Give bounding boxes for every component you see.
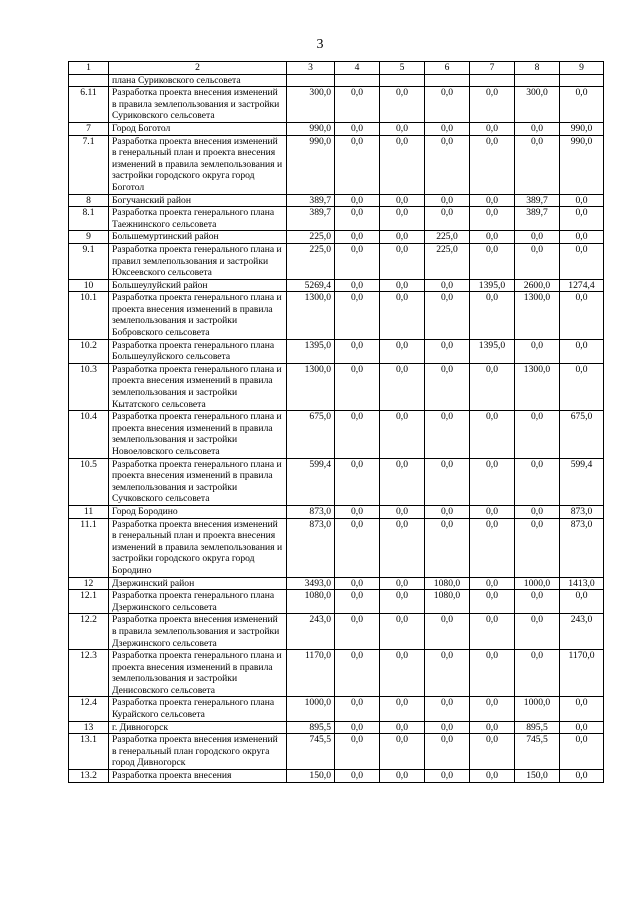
value-cell-col-6: 0,0: [425, 135, 470, 194]
row-number: 13.1: [69, 734, 109, 770]
value-cell-col-5: [380, 74, 425, 87]
value-cell-col-9: 0,0: [560, 770, 604, 783]
value-cell-col-5: 0,0: [380, 518, 425, 577]
value-cell-col-8: 0,0: [515, 231, 560, 244]
value-cell-col-6: 0,0: [425, 292, 470, 339]
value-cell-col-5: 0,0: [380, 721, 425, 734]
row-name: Разработка проекта внесения изменений в генеральный план городского округа город Дивногорск: [109, 734, 287, 770]
row-number: 13: [69, 721, 109, 734]
value-cell-col-8: 389,7: [515, 207, 560, 231]
value-cell-col-3: 1000,0: [287, 697, 335, 721]
value-cell-col-6: 0,0: [425, 697, 470, 721]
value-cell-col-3: 225,0: [287, 243, 335, 279]
row-number: 10.1: [69, 292, 109, 339]
value-cell-col-4: 0,0: [335, 577, 380, 590]
value-cell-col-3: 895,5: [287, 721, 335, 734]
value-cell-col-4: 0,0: [335, 243, 380, 279]
value-cell-col-8: 895,5: [515, 721, 560, 734]
value-cell-col-5: 0,0: [380, 734, 425, 770]
value-cell-col-3: 243,0: [287, 614, 335, 650]
value-cell-col-8: 1300,0: [515, 292, 560, 339]
value-cell-col-7: 0,0: [470, 363, 515, 410]
row-name: г. Дивногорск: [109, 721, 287, 734]
value-cell-col-6: 225,0: [425, 231, 470, 244]
value-cell-col-5: 0,0: [380, 770, 425, 783]
value-cell-col-5: 0,0: [380, 577, 425, 590]
budget-table: [68, 61, 604, 783]
value-cell-col-6: 0,0: [425, 770, 470, 783]
value-cell-col-3: 389,7: [287, 207, 335, 231]
value-cell-col-3: [287, 74, 335, 87]
column-header-6: 6: [425, 62, 470, 75]
row-name: Разработка проекта внесения изменений в генеральный план и проекта внесения изменений в правила землепользования и застройки городского округа город Бородино: [109, 518, 287, 577]
value-cell-col-7: 0,0: [470, 518, 515, 577]
value-cell-col-6: 0,0: [425, 734, 470, 770]
row-name: Разработка проекта внесения изменений в генеральный план и проекта внесения изменений в правила землепользования и застройки городского округа город Боготол: [109, 135, 287, 194]
column-header-7: 7: [470, 62, 515, 75]
value-cell-col-8: 1000,0: [515, 577, 560, 590]
row-name: Разработка проекта генерального плана и проекта внесения изменений в правила землепользования и застройки Бобровского сельсовета: [109, 292, 287, 339]
row-name: Большемуртинский район: [109, 231, 287, 244]
row-name: Разработка проекта внесения изменений в правила землепользования и застройки Дзержинского сельсовета: [109, 614, 287, 650]
value-cell-col-3: 599,4: [287, 458, 335, 505]
row-name: Большеулуйский район: [109, 279, 287, 292]
value-cell-col-7: 0,0: [470, 697, 515, 721]
value-cell-col-7: 0,0: [470, 590, 515, 614]
value-cell-col-7: 0,0: [470, 650, 515, 697]
value-cell-col-5: 0,0: [380, 122, 425, 135]
row-number: 10.3: [69, 363, 109, 410]
value-cell-col-7: 0,0: [470, 505, 515, 518]
value-cell-col-9: 0,0: [560, 231, 604, 244]
value-cell-col-7: [470, 74, 515, 87]
value-cell-col-3: 1300,0: [287, 292, 335, 339]
table-row: [69, 339, 604, 363]
value-cell-col-9: 0,0: [560, 207, 604, 231]
row-number: 10.2: [69, 339, 109, 363]
value-cell-col-8: 150,0: [515, 770, 560, 783]
value-cell-col-8: 389,7: [515, 194, 560, 207]
value-cell-col-7: 0,0: [470, 87, 515, 123]
value-cell-col-6: 0,0: [425, 87, 470, 123]
value-cell-col-9: 990,0: [560, 135, 604, 194]
table-row: [69, 650, 604, 697]
value-cell-col-5: 0,0: [380, 614, 425, 650]
table-row: [69, 590, 604, 614]
value-cell-col-8: 2600,0: [515, 279, 560, 292]
value-cell-col-8: [515, 74, 560, 87]
row-number: 8: [69, 194, 109, 207]
row-number: 7: [69, 122, 109, 135]
column-header-9: 9: [560, 62, 604, 75]
value-cell-col-4: 0,0: [335, 518, 380, 577]
row-number: 8.1: [69, 207, 109, 231]
row-number: 10: [69, 279, 109, 292]
value-cell-col-7: 0,0: [470, 135, 515, 194]
value-cell-col-5: 0,0: [380, 135, 425, 194]
value-cell-col-8: 745,5: [515, 734, 560, 770]
value-cell-col-9: 0,0: [560, 243, 604, 279]
value-cell-col-8: 0,0: [515, 590, 560, 614]
value-cell-col-9: 0,0: [560, 697, 604, 721]
value-cell-col-3: 389,7: [287, 194, 335, 207]
row-number: 11: [69, 505, 109, 518]
table-row: [69, 194, 604, 207]
value-cell-col-6: 0,0: [425, 518, 470, 577]
table-row: [69, 292, 604, 339]
value-cell-col-7: 0,0: [470, 207, 515, 231]
value-cell-col-5: 0,0: [380, 292, 425, 339]
value-cell-col-8: 0,0: [515, 505, 560, 518]
value-cell-col-3: 1170,0: [287, 650, 335, 697]
value-cell-col-5: 0,0: [380, 87, 425, 123]
value-cell-col-8: 0,0: [515, 411, 560, 458]
value-cell-col-9: 0,0: [560, 292, 604, 339]
value-cell-col-3: 300,0: [287, 87, 335, 123]
value-cell-col-4: 0,0: [335, 207, 380, 231]
value-cell-col-9: 990,0: [560, 122, 604, 135]
value-cell-col-7: 0,0: [470, 231, 515, 244]
column-header-4: 4: [335, 62, 380, 75]
value-cell-col-6: 0,0: [425, 122, 470, 135]
value-cell-col-9: 1274,4: [560, 279, 604, 292]
value-cell-col-4: 0,0: [335, 339, 380, 363]
value-cell-col-3: 5269,4: [287, 279, 335, 292]
row-number: 12.2: [69, 614, 109, 650]
value-cell-col-6: [425, 74, 470, 87]
value-cell-col-7: 0,0: [470, 122, 515, 135]
table-row: [69, 614, 604, 650]
row-name: Разработка проекта генерального плана Большеулуйского сельсовета: [109, 339, 287, 363]
value-cell-col-4: 0,0: [335, 87, 380, 123]
row-name: Город Боготол: [109, 122, 287, 135]
value-cell-col-5: 0,0: [380, 363, 425, 410]
table-body: [69, 74, 604, 782]
value-cell-col-8: 0,0: [515, 458, 560, 505]
page-number: 3: [316, 37, 324, 52]
table-row: [69, 231, 604, 244]
row-name: Разработка проекта генерального плана Курайского сельсовета: [109, 697, 287, 721]
value-cell-col-6: 0,0: [425, 505, 470, 518]
row-name: Разработка проекта генерального плана и проекта внесения изменений в правила землепользования и застройки Кытатского сельсовета: [109, 363, 287, 410]
value-cell-col-7: 0,0: [470, 292, 515, 339]
value-cell-col-7: 0,0: [470, 243, 515, 279]
row-number: [69, 74, 109, 87]
column-header-2: 2: [109, 62, 287, 75]
value-cell-col-7: 0,0: [470, 458, 515, 505]
row-number: 12.1: [69, 590, 109, 614]
value-cell-col-8: 1000,0: [515, 697, 560, 721]
value-cell-col-4: 0,0: [335, 135, 380, 194]
header-row: [69, 62, 604, 75]
value-cell-col-8: 0,0: [515, 122, 560, 135]
table-row: [69, 518, 604, 577]
table-row: [69, 74, 604, 87]
row-name: Разработка проекта генерального плана и проекта внесения изменений в правила землепользования и застройки Сучковского сельсовета: [109, 458, 287, 505]
value-cell-col-3: 150,0: [287, 770, 335, 783]
value-cell-col-5: 0,0: [380, 207, 425, 231]
value-cell-col-9: 0,0: [560, 339, 604, 363]
value-cell-col-9: 0,0: [560, 721, 604, 734]
value-cell-col-4: 0,0: [335, 411, 380, 458]
row-number: 9: [69, 231, 109, 244]
value-cell-col-6: 0,0: [425, 363, 470, 410]
value-cell-col-7: 0,0: [470, 194, 515, 207]
column-header-3: 3: [287, 62, 335, 75]
value-cell-col-9: 873,0: [560, 518, 604, 577]
value-cell-col-7: 1395,0: [470, 279, 515, 292]
table-row: [69, 721, 604, 734]
value-cell-col-3: 990,0: [287, 122, 335, 135]
value-cell-col-9: 0,0: [560, 194, 604, 207]
value-cell-col-7: 0,0: [470, 770, 515, 783]
row-name: Город Бородино: [109, 505, 287, 518]
column-header-1: 1: [69, 62, 109, 75]
value-cell-col-4: 0,0: [335, 650, 380, 697]
table-row: [69, 770, 604, 783]
value-cell-col-9: 0,0: [560, 87, 604, 123]
value-cell-col-9: 0,0: [560, 590, 604, 614]
value-cell-col-8: 0,0: [515, 518, 560, 577]
value-cell-col-4: 0,0: [335, 458, 380, 505]
value-cell-col-3: 3493,0: [287, 577, 335, 590]
value-cell-col-3: 1080,0: [287, 590, 335, 614]
value-cell-col-9: 599,4: [560, 458, 604, 505]
row-number: 7.1: [69, 135, 109, 194]
value-cell-col-5: 0,0: [380, 505, 425, 518]
table-row: [69, 122, 604, 135]
row-number: 6.11: [69, 87, 109, 123]
row-name: Дзержинский район: [109, 577, 287, 590]
value-cell-col-9: 0,0: [560, 363, 604, 410]
value-cell-col-8: 0,0: [515, 614, 560, 650]
row-name: плана Суриковского сельсовета: [109, 74, 287, 87]
value-cell-col-7: 0,0: [470, 411, 515, 458]
value-cell-col-8: 0,0: [515, 650, 560, 697]
table-row: [69, 279, 604, 292]
value-cell-col-4: 0,0: [335, 292, 380, 339]
value-cell-col-6: 0,0: [425, 339, 470, 363]
value-cell-col-9: 0,0: [560, 734, 604, 770]
value-cell-col-5: 0,0: [380, 243, 425, 279]
value-cell-col-4: 0,0: [335, 721, 380, 734]
value-cell-col-6: 0,0: [425, 411, 470, 458]
table-row: [69, 207, 604, 231]
row-number: 10.5: [69, 458, 109, 505]
value-cell-col-5: 0,0: [380, 194, 425, 207]
value-cell-col-3: 873,0: [287, 518, 335, 577]
value-cell-col-4: 0,0: [335, 194, 380, 207]
value-cell-col-6: 225,0: [425, 243, 470, 279]
row-number: 9.1: [69, 243, 109, 279]
value-cell-col-4: 0,0: [335, 770, 380, 783]
value-cell-col-6: 0,0: [425, 194, 470, 207]
value-cell-col-6: 0,0: [425, 650, 470, 697]
value-cell-col-5: 0,0: [380, 590, 425, 614]
table-row: [69, 458, 604, 505]
value-cell-col-8: 1300,0: [515, 363, 560, 410]
table-row: [69, 243, 604, 279]
column-header-8: 8: [515, 62, 560, 75]
value-cell-col-8: 300,0: [515, 87, 560, 123]
value-cell-col-4: 0,0: [335, 122, 380, 135]
value-cell-col-4: 0,0: [335, 231, 380, 244]
value-cell-col-6: 1080,0: [425, 577, 470, 590]
value-cell-col-3: 1395,0: [287, 339, 335, 363]
table-row: [69, 87, 604, 123]
table-row: [69, 577, 604, 590]
table-row: [69, 411, 604, 458]
row-name: Разработка проекта генерального плана и проекта внесения изменений в правила землепользования и застройки Денисовского сельсовета: [109, 650, 287, 697]
value-cell-col-7: 0,0: [470, 577, 515, 590]
value-cell-col-5: 0,0: [380, 279, 425, 292]
value-cell-col-4: 0,0: [335, 697, 380, 721]
table-row: [69, 734, 604, 770]
value-cell-col-6: 0,0: [425, 279, 470, 292]
value-cell-col-4: 0,0: [335, 505, 380, 518]
value-cell-col-9: 1170,0: [560, 650, 604, 697]
row-number: 13.2: [69, 770, 109, 783]
table-row: [69, 505, 604, 518]
value-cell-col-6: 1080,0: [425, 590, 470, 614]
row-number: 10.4: [69, 411, 109, 458]
value-cell-col-4: 0,0: [335, 614, 380, 650]
value-cell-col-3: 1300,0: [287, 363, 335, 410]
value-cell-col-5: 0,0: [380, 458, 425, 505]
table-row: [69, 363, 604, 410]
row-name: Разработка проекта внесения: [109, 770, 287, 783]
value-cell-col-4: 0,0: [335, 279, 380, 292]
value-cell-col-4: 0,0: [335, 363, 380, 410]
value-cell-col-7: 1395,0: [470, 339, 515, 363]
row-name: Разработка проекта генерального плана Таежнинского сельсовета: [109, 207, 287, 231]
value-cell-col-9: 873,0: [560, 505, 604, 518]
value-cell-col-5: 0,0: [380, 339, 425, 363]
row-number: 12: [69, 577, 109, 590]
table-row: [69, 697, 604, 721]
value-cell-col-9: 675,0: [560, 411, 604, 458]
value-cell-col-5: 0,0: [380, 411, 425, 458]
row-number: 11.1: [69, 518, 109, 577]
row-name: Богучанский район: [109, 194, 287, 207]
value-cell-col-8: 0,0: [515, 339, 560, 363]
value-cell-col-6: 0,0: [425, 721, 470, 734]
row-name: Разработка проекта внесения изменений в правила землепользования и застройки Суриковского сельсовета: [109, 87, 287, 123]
value-cell-col-4: [335, 74, 380, 87]
value-cell-col-5: 0,0: [380, 697, 425, 721]
value-cell-col-7: 0,0: [470, 721, 515, 734]
value-cell-col-8: 0,0: [515, 243, 560, 279]
value-cell-col-3: 225,0: [287, 231, 335, 244]
value-cell-col-6: 0,0: [425, 207, 470, 231]
row-name: Разработка проекта генерального плана Дзержинского сельсовета: [109, 590, 287, 614]
value-cell-col-3: 873,0: [287, 505, 335, 518]
value-cell-col-7: 0,0: [470, 614, 515, 650]
value-cell-col-7: 0,0: [470, 734, 515, 770]
table-row: [69, 135, 604, 194]
column-header-5: 5: [380, 62, 425, 75]
value-cell-col-9: 1413,0: [560, 577, 604, 590]
value-cell-col-3: 675,0: [287, 411, 335, 458]
value-cell-col-3: 990,0: [287, 135, 335, 194]
row-name: Разработка проекта генерального плана и проекта внесения изменений в правила землепользования и застройки Новоеловского сельсовета: [109, 411, 287, 458]
value-cell-col-5: 0,0: [380, 650, 425, 697]
value-cell-col-5: 0,0: [380, 231, 425, 244]
value-cell-col-4: 0,0: [335, 734, 380, 770]
row-name: Разработка проекта генерального плана и правил землепользования и застройки Юксеевского сельсовета: [109, 243, 287, 279]
value-cell-col-6: 0,0: [425, 458, 470, 505]
row-number: 12.3: [69, 650, 109, 697]
row-number: 12.4: [69, 697, 109, 721]
value-cell-col-6: 0,0: [425, 614, 470, 650]
value-cell-col-9: [560, 74, 604, 87]
value-cell-col-3: 745,5: [287, 734, 335, 770]
value-cell-col-4: 0,0: [335, 590, 380, 614]
value-cell-col-9: 243,0: [560, 614, 604, 650]
value-cell-col-8: 0,0: [515, 135, 560, 194]
